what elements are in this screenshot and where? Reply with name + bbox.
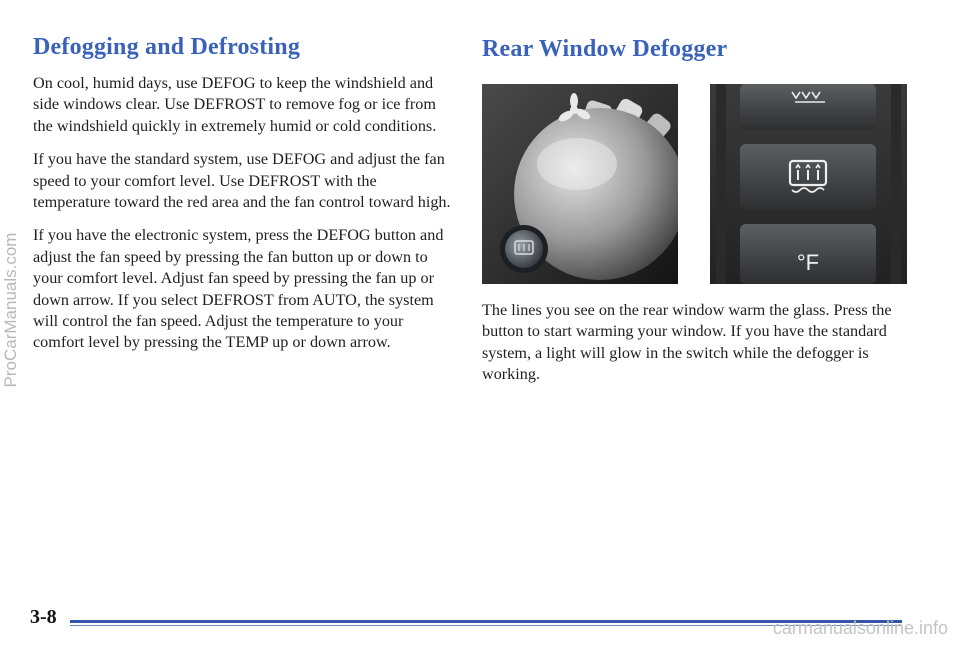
site-watermark: carmanualsonline.info	[772, 618, 948, 638]
page-number: 3-8	[30, 606, 57, 628]
section-heading-rear-window-defogger: Rear Window Defogger	[482, 36, 728, 62]
side-watermark: ProCarManuals.com	[1, 232, 20, 388]
body-paragraph: If you have the electronic system, press the DEFOG button and adjust the fan speed by pressing the fan button up or down to your comfort level. Adjust fan speed by pressing the fan up or down arrow. If you select DEFROST from AUTO, the system will control the fan speed. Adjust the temperature to your comfort level by pressing the TEMP up or down arrow.	[33, 226, 444, 352]
right-column-text	[482, 300, 902, 398]
left-column-text	[33, 73, 453, 366]
body-paragraph: On cool, humid days, use DEFOG to keep the windshield and side windows clear. Use DEFROST to remove fog or ice from the windshield quickly in extremely humid or cold conditions.	[33, 74, 437, 135]
photo-rear-defog-switch	[710, 84, 907, 284]
photo-rotary-defog-knob	[482, 84, 678, 284]
body-paragraph: If you have the standard system, use DEFOG and adjust the fan speed to your comfort level. Use DEFROST with the temperature toward the red area and the fan control toward high.	[33, 150, 451, 212]
section-heading-defogging: Defogging and Defrosting	[33, 34, 301, 60]
body-paragraph: The lines you see on the rear window warm the glass. Press the button to start warming your window. If you have the standard system, a light will glow in the switch while the defogger is working.	[482, 301, 892, 384]
temperature-unit-label: °F	[796, 250, 820, 275]
